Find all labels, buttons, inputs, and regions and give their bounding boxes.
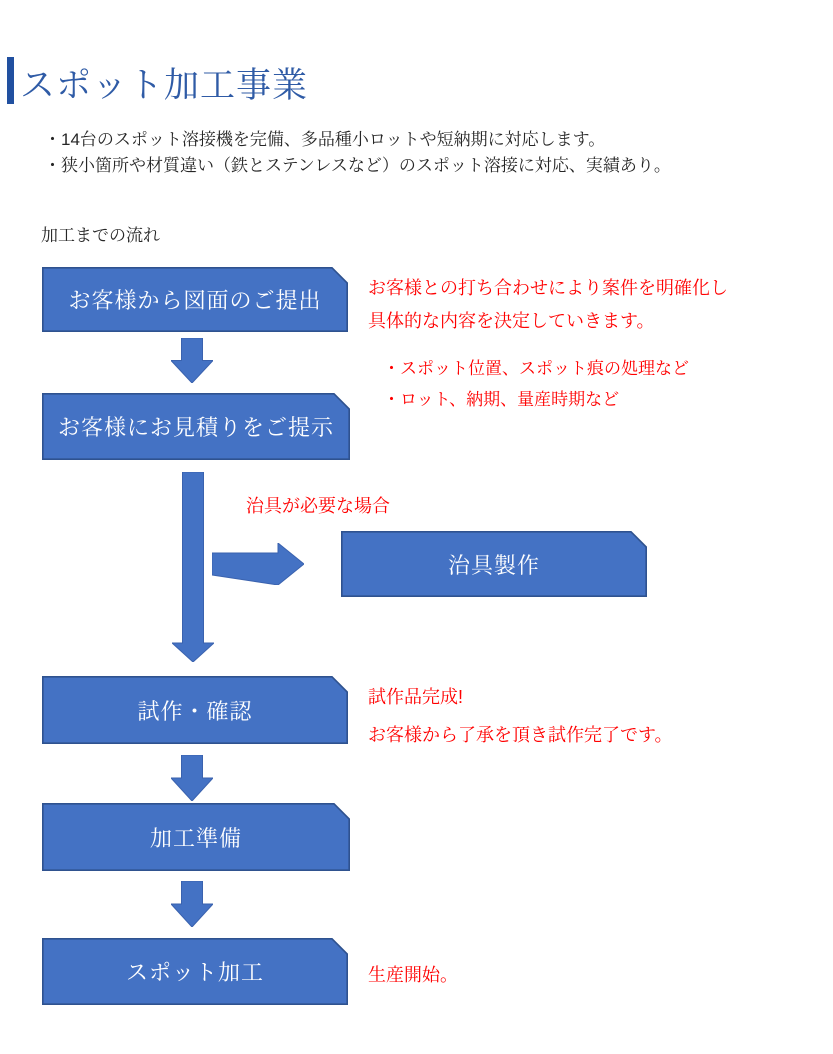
flow-step-spot-processing — [42, 938, 348, 1005]
intro-bullet-1: ・14台のスポット溶接機を完備、多品種小ロットや短納期に対応します。 — [44, 130, 606, 149]
step1-sub-bullet-2: ・ロット、納期、量産時期など — [383, 390, 620, 409]
intro-bullets — [44, 127, 671, 179]
flow-step-label: 加工準備 — [149, 825, 242, 851]
flow-step-jig-production — [341, 531, 647, 597]
flow-step-label: 試作・確認 — [137, 698, 253, 724]
intro-bullet-2: ・狭小箇所や材質違い（鉄とステンレスなど）のスポット溶接に対応、実績あり。 — [44, 156, 671, 175]
flow-step-preparation — [42, 803, 350, 871]
step1-sub-bullet-1: ・スポット位置、スポット痕の処理など — [383, 359, 689, 378]
arrow-down-icon — [171, 755, 213, 801]
arrow-down-icon — [171, 338, 213, 383]
flow-step-drawing-submission — [42, 267, 348, 332]
flow-section-label: 加工までの流れ — [41, 226, 160, 245]
prototype-annotation-line1: 試作品完成! — [368, 687, 464, 707]
jig-condition-label: 治具が必要な場合 — [246, 496, 390, 516]
flow-step-label: お客様から図面のご提出 — [68, 288, 322, 313]
step1-annotation-line2: 具体的な内容を決定していきます。 — [368, 311, 655, 331]
flow-step-label: 治具製作 — [447, 552, 540, 578]
flow-step-quotation — [42, 393, 350, 460]
prototype-annotation-line2: お客様から了承を頂き試作完了です。 — [368, 725, 673, 745]
long-arrow-down-icon — [172, 472, 214, 662]
flow-step-label: スポット加工 — [125, 960, 264, 985]
title-accent-bar — [7, 57, 14, 104]
step1-annotation-line1: お客様との打ち合わせにより案件を明確化し — [368, 278, 728, 298]
flow-step-label: お客様にお見積りをご提示 — [57, 415, 334, 440]
step1-sub-bullets — [383, 353, 689, 415]
arrow-down-icon — [171, 881, 213, 927]
prototype-annotation — [368, 678, 673, 754]
page-title: スポット加工事業 — [20, 66, 309, 105]
flow-step-prototype-check — [42, 676, 348, 744]
arrow-right-icon — [212, 543, 304, 585]
step1-annotation — [368, 272, 728, 338]
production-start-note: 生産開始。 — [368, 965, 458, 985]
